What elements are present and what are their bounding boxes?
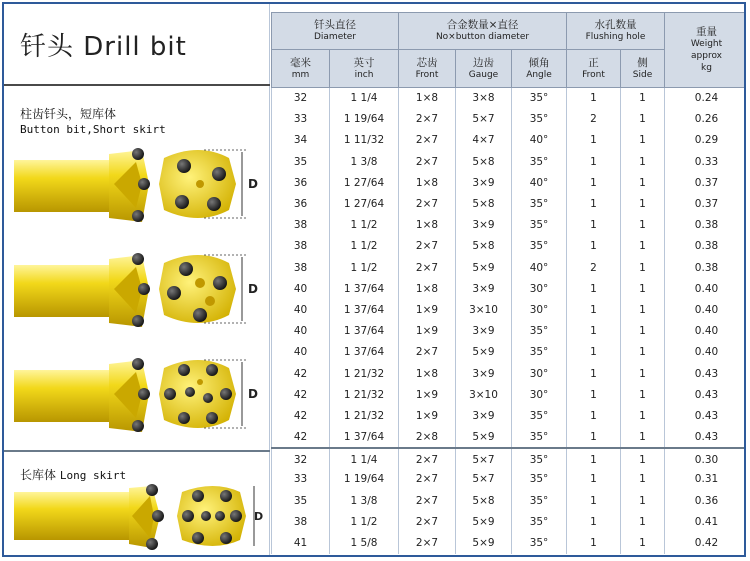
table-cell: 5×9: [456, 257, 512, 278]
section-label-cn: 长库体: [20, 468, 57, 482]
table-row: [272, 363, 747, 384]
table-cell: 35°: [512, 215, 567, 236]
table-cell: 30°: [512, 299, 567, 320]
table-cell: 30°: [512, 384, 567, 405]
table-cell: 1×8: [399, 278, 456, 299]
drill-bit-catalog: [2, 2, 746, 557]
table-cell: 42: [272, 384, 330, 405]
table-cell: 2×7: [399, 469, 456, 490]
table-cell: 40°: [512, 257, 567, 278]
table-cell: 3×9: [456, 321, 512, 342]
table-cell: 2×7: [399, 193, 456, 214]
table-cell: 35°: [512, 109, 567, 130]
table-cell: 35°: [512, 427, 567, 448]
table-cell: 1×8: [399, 88, 456, 109]
table-cell: 35°: [512, 532, 567, 553]
table-cell: 5×8: [456, 193, 512, 214]
table-row: [272, 193, 747, 214]
table-cell: 1 21/32: [330, 363, 399, 384]
table-cell: 0.31: [665, 469, 747, 490]
table-cell: 1: [567, 363, 621, 384]
table-cell: 35°: [512, 342, 567, 363]
table-cell: 1: [621, 130, 665, 151]
table-cell: 1 37/64: [330, 342, 399, 363]
table-cell: 0.40: [665, 299, 747, 320]
table-cell: 35°: [512, 511, 567, 532]
table-cell: 1: [621, 384, 665, 405]
diameter-dim-label: D: [248, 177, 258, 191]
header-inch: 英寸 inch: [330, 50, 399, 88]
table-cell: 1 19/64: [330, 469, 399, 490]
table-cell: 2×7: [399, 151, 456, 172]
table-cell: 1 27/64: [330, 193, 399, 214]
table-cell: 33: [272, 109, 330, 130]
table-cell: 1×8: [399, 363, 456, 384]
table-row: [272, 321, 747, 342]
table-cell: 1: [621, 215, 665, 236]
table-cell: 35°: [512, 88, 567, 109]
table-cell: 1×9: [399, 405, 456, 426]
table-cell: 1: [567, 490, 621, 511]
table-cell: 1: [621, 151, 665, 172]
table-row: [272, 384, 747, 405]
table-cell: 1: [567, 448, 621, 469]
table-cell: 3×9: [456, 215, 512, 236]
table-cell: 38: [272, 236, 330, 257]
table-cell: 1: [567, 151, 621, 172]
drill-bit-illustration-long-skirt: [14, 482, 264, 554]
table-cell: 0.36: [665, 490, 747, 511]
table-cell: 35°: [512, 193, 567, 214]
table-cell: 1: [621, 88, 665, 109]
table-cell: 0.40: [665, 278, 747, 299]
table-cell: 35°: [512, 236, 567, 257]
table-cell: 1: [621, 532, 665, 553]
table-cell: 0.42: [665, 532, 747, 553]
table-cell: 1: [567, 321, 621, 342]
section-label-short-skirt: [20, 107, 166, 137]
section-label-cn: 柱齿钎头，短库体: [20, 107, 117, 121]
table-cell: 1×9: [399, 384, 456, 405]
table-cell: 0.43: [665, 405, 747, 426]
drill-bit-illustration-1: [14, 144, 264, 234]
table-cell: 0.30: [665, 448, 747, 469]
table-cell: 35: [272, 151, 330, 172]
table-cell: 5×8: [456, 490, 512, 511]
table-cell: 40°: [512, 172, 567, 193]
table-cell: 0.43: [665, 384, 747, 405]
drill-bit-illustration-3: [14, 354, 264, 444]
table-cell: 35°: [512, 448, 567, 469]
table-cell: 1: [567, 532, 621, 553]
table-cell: 5×9: [456, 427, 512, 448]
table-cell: 1 37/64: [330, 299, 399, 320]
table-cell: 5×7: [456, 109, 512, 130]
table-cell: 35°: [512, 405, 567, 426]
table-cell: 1 21/32: [330, 384, 399, 405]
table-cell: 2×7: [399, 130, 456, 151]
table-cell: 1×9: [399, 299, 456, 320]
table-row: [272, 215, 747, 236]
table-cell: 1: [567, 215, 621, 236]
table-cell: 1: [567, 130, 621, 151]
table-cell: 5×8: [456, 236, 512, 257]
header-front: 芯齿 Front: [399, 50, 456, 88]
table-row: [272, 469, 747, 490]
diameter-dim-label: D: [248, 282, 258, 296]
table-row: [272, 109, 747, 130]
specs-table-body: [272, 88, 747, 554]
table-cell: 3×9: [456, 363, 512, 384]
table-cell: 0.24: [665, 88, 747, 109]
diameter-dim-label: D: [254, 510, 264, 523]
table-cell: 5×9: [456, 511, 512, 532]
table-cell: 1: [621, 172, 665, 193]
section-divider: [4, 450, 270, 452]
table-cell: 1: [621, 257, 665, 278]
table-row: [272, 257, 747, 278]
table-cell: 2×7: [399, 490, 456, 511]
table-cell: 5×8: [456, 151, 512, 172]
table-cell: 38: [272, 215, 330, 236]
table-row: [272, 88, 747, 109]
table-cell: 0.38: [665, 236, 747, 257]
table-cell: 2×7: [399, 448, 456, 469]
table-cell: 1 1/2: [330, 215, 399, 236]
table-cell: 0.37: [665, 193, 747, 214]
header-gauge: 边齿 Gauge: [456, 50, 512, 88]
title-text: 钎头 Drill bit: [20, 31, 187, 62]
table-cell: 1 5/8: [330, 532, 399, 553]
specs-table: [271, 12, 746, 554]
table-cell: 32: [272, 88, 330, 109]
table-cell: 4×7: [456, 130, 512, 151]
table-cell: 1 19/64: [330, 109, 399, 130]
table-cell: 5×7: [456, 469, 512, 490]
table-cell: 2×7: [399, 236, 456, 257]
table-row: [272, 299, 747, 320]
table-cell: 1: [621, 109, 665, 130]
table-cell: 33: [272, 469, 330, 490]
table-cell: 0.41: [665, 511, 747, 532]
table-cell: 5×9: [456, 532, 512, 553]
table-cell: 1: [621, 299, 665, 320]
table-cell: 1 1/2: [330, 236, 399, 257]
table-cell: 0.38: [665, 215, 747, 236]
table-cell: 3×10: [456, 384, 512, 405]
table-cell: 1: [567, 469, 621, 490]
diameter-dim-label: D: [248, 387, 258, 401]
table-cell: 1: [621, 236, 665, 257]
table-cell: 2×7: [399, 257, 456, 278]
table-cell: 1×9: [399, 321, 456, 342]
table-cell: 3×9: [456, 172, 512, 193]
table-cell: 1: [621, 427, 665, 448]
table-cell: 1: [567, 193, 621, 214]
header-flushing-front: 正 Front: [567, 50, 621, 88]
table-cell: 1: [621, 278, 665, 299]
page-title: [4, 4, 270, 86]
table-cell: 35: [272, 490, 330, 511]
table-cell: 1: [567, 427, 621, 448]
table-cell: 3×8: [456, 88, 512, 109]
table-row: [272, 278, 747, 299]
table-cell: 0.40: [665, 321, 747, 342]
table-cell: 42: [272, 405, 330, 426]
table-cell: 1 1/4: [330, 88, 399, 109]
table-cell: 40: [272, 278, 330, 299]
table-cell: 2×7: [399, 109, 456, 130]
table-cell: 40°: [512, 130, 567, 151]
table-cell: 1 3/8: [330, 151, 399, 172]
table-row: [272, 427, 747, 448]
table-cell: 1 21/32: [330, 405, 399, 426]
table-cell: 1: [621, 490, 665, 511]
table-cell: 1: [567, 342, 621, 363]
table-cell: 5×7: [456, 448, 512, 469]
table-cell: 1: [567, 299, 621, 320]
table-cell: 30°: [512, 278, 567, 299]
table-cell: 2×7: [399, 342, 456, 363]
table-cell: 1: [621, 511, 665, 532]
table-cell: 1: [621, 405, 665, 426]
table-cell: 0.29: [665, 130, 747, 151]
table-cell: 36: [272, 172, 330, 193]
table-cell: 32: [272, 448, 330, 469]
table-cell: 0.26: [665, 109, 747, 130]
table-cell: 1×8: [399, 215, 456, 236]
section-label-en: Long skirt: [59, 469, 127, 482]
table-row: [272, 151, 747, 172]
section-label-long-skirt: [20, 468, 126, 483]
header-diameter: 钎头直径 Diameter: [272, 13, 399, 50]
table-cell: 1: [567, 405, 621, 426]
section-label-en: Button bit,Short skirt: [20, 123, 166, 136]
table-cell: 0.38: [665, 257, 747, 278]
table-cell: 1 11/32: [330, 130, 399, 151]
table-cell: 35°: [512, 151, 567, 172]
table-row: [272, 511, 747, 532]
table-cell: 1 37/64: [330, 278, 399, 299]
table-cell: 1 1/2: [330, 257, 399, 278]
table-row: [272, 172, 747, 193]
table-cell: 35°: [512, 469, 567, 490]
table-cell: 35°: [512, 490, 567, 511]
table-cell: 34: [272, 130, 330, 151]
table-cell: 1: [621, 448, 665, 469]
table-cell: 41: [272, 532, 330, 553]
table-cell: 0.37: [665, 172, 747, 193]
drill-bit-illustration-2: [14, 249, 264, 339]
table-cell: 42: [272, 427, 330, 448]
table-cell: 2×7: [399, 511, 456, 532]
table-cell: 1×8: [399, 172, 456, 193]
header-angle: 倾角 Angle: [512, 50, 567, 88]
table-cell: 1: [621, 469, 665, 490]
header-flushing: 水孔数量 Flushing hole: [567, 13, 665, 50]
table-cell: 0.33: [665, 151, 747, 172]
table-cell: 38: [272, 257, 330, 278]
table-row: [272, 130, 747, 151]
header-flushing-side: 侧 Side: [621, 50, 665, 88]
table-cell: 1 3/8: [330, 490, 399, 511]
table-cell: 1: [567, 236, 621, 257]
table-row: [272, 342, 747, 363]
table-cell: 1 27/64: [330, 172, 399, 193]
table-cell: 38: [272, 511, 330, 532]
header-alloy: 合金数量×直径 No×button diameter: [399, 13, 567, 50]
header-weight: 重量 Weight approx kg: [665, 13, 747, 88]
table-cell: 30°: [512, 363, 567, 384]
table-cell: 1 37/64: [330, 321, 399, 342]
header-mm: 毫米 mm: [272, 50, 330, 88]
table-row: [272, 236, 747, 257]
table-cell: 3×9: [456, 278, 512, 299]
table-row: [272, 532, 747, 553]
table-cell: 1: [567, 88, 621, 109]
table-cell: 40: [272, 342, 330, 363]
table-cell: 2×8: [399, 427, 456, 448]
table-cell: 0.43: [665, 427, 747, 448]
table-cell: 1: [567, 278, 621, 299]
table-cell: 2: [567, 257, 621, 278]
table-cell: 40: [272, 299, 330, 320]
table-cell: 1: [567, 384, 621, 405]
table-cell: 1: [567, 511, 621, 532]
table-cell: 1: [621, 363, 665, 384]
table-cell: 2×7: [399, 532, 456, 553]
table-cell: 1: [621, 193, 665, 214]
table-cell: 36: [272, 193, 330, 214]
table-row: [272, 490, 747, 511]
table-cell: 42: [272, 363, 330, 384]
table-cell: 5×9: [456, 342, 512, 363]
table-cell: 2: [567, 109, 621, 130]
table-row: [272, 448, 747, 469]
table-cell: 3×9: [456, 405, 512, 426]
table-cell: 1 1/2: [330, 511, 399, 532]
table-cell: 0.40: [665, 342, 747, 363]
left-panel: [4, 4, 270, 555]
table-cell: 1: [567, 172, 621, 193]
table-cell: 35°: [512, 321, 567, 342]
table-row: [272, 405, 747, 426]
table-cell: 1: [621, 321, 665, 342]
table-cell: 1 37/64: [330, 427, 399, 448]
table-cell: 1 1/4: [330, 448, 399, 469]
table-cell: 40: [272, 321, 330, 342]
table-cell: 1: [621, 342, 665, 363]
table-cell: 3×10: [456, 299, 512, 320]
table-cell: 0.43: [665, 363, 747, 384]
